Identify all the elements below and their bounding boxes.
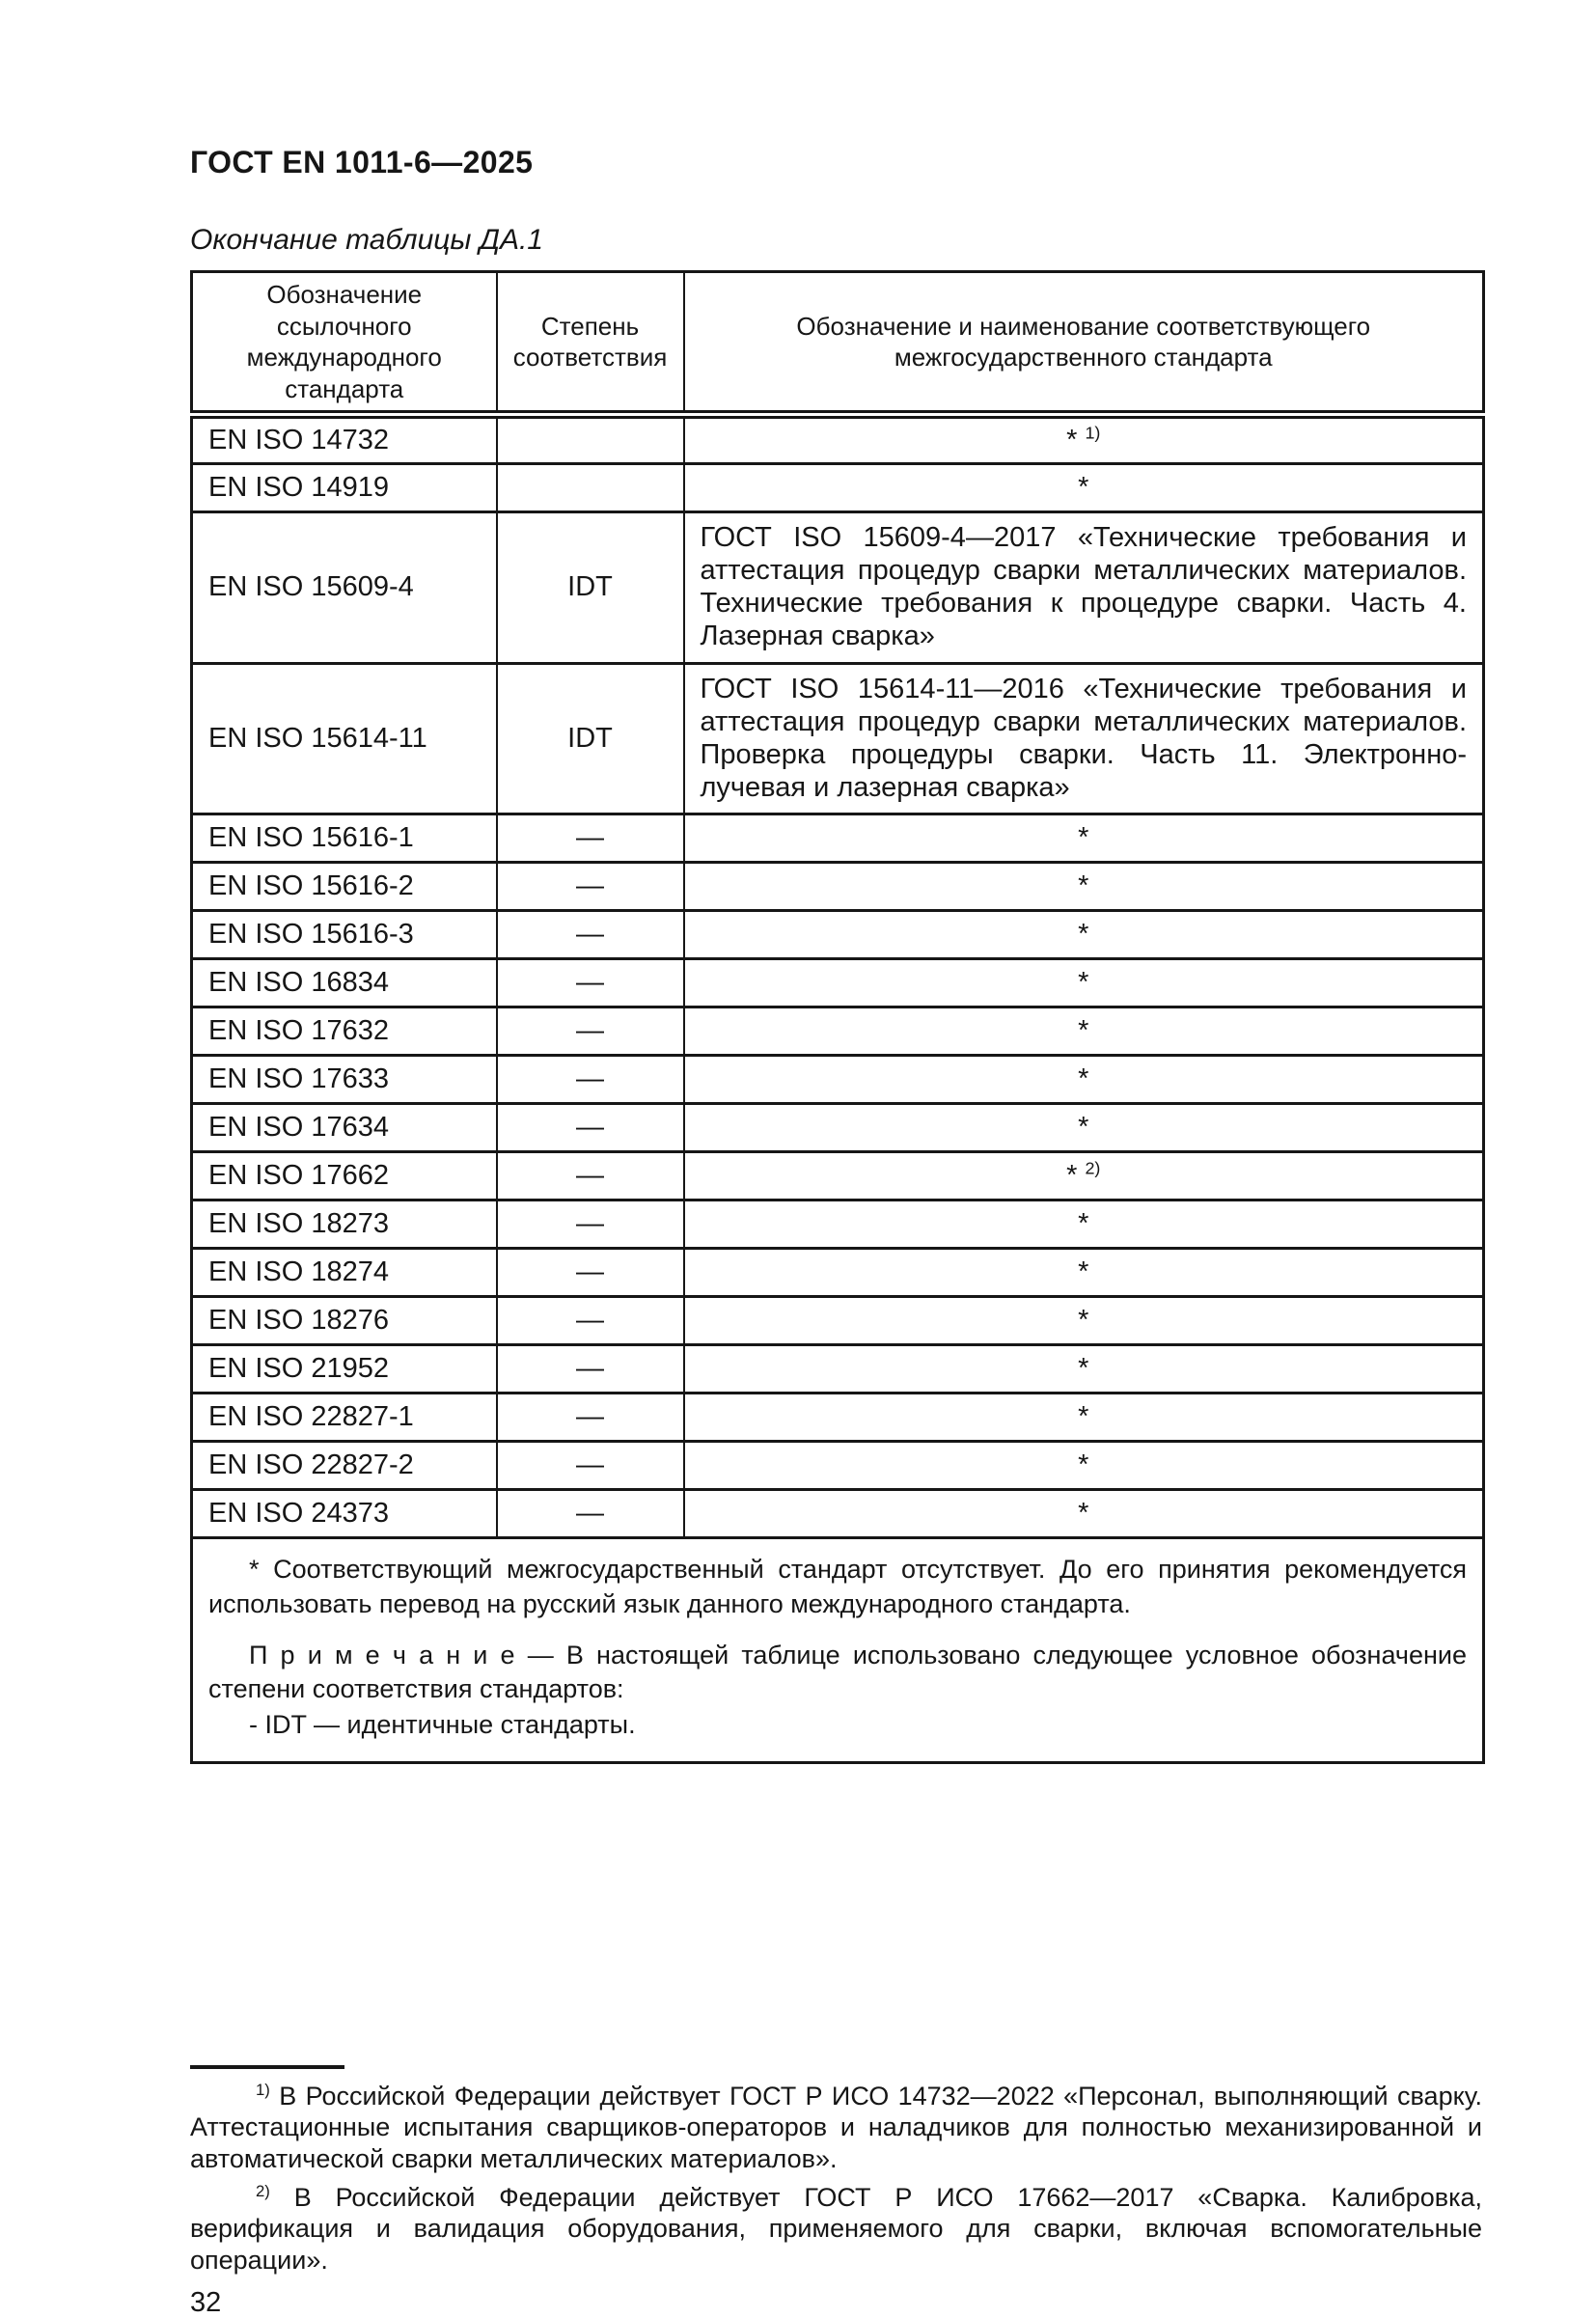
star-footnote: * Соответствующий межгосударственный стандарт отсутствует. До его принятия рекомендуется использовать перевод на русский язык данного международного стандарта. [208, 1555, 1467, 1618]
note-label: П р и м е ч а н и е [249, 1640, 515, 1670]
cell-degree: — [497, 911, 684, 959]
cell-reference-standard: EN ISO 18276 [192, 1297, 497, 1345]
cell-reference-standard: EN ISO 21952 [192, 1345, 497, 1394]
cell-interstate-standard: * [684, 464, 1484, 512]
cell-reference-standard: EN ISO 15616-1 [192, 814, 497, 863]
table-footnote-row [192, 1538, 1484, 1762]
table-row [192, 1249, 1484, 1297]
cell-degree: — [497, 1200, 684, 1249]
cell-degree: — [497, 1152, 684, 1200]
footnote-2 [190, 2182, 1482, 2276]
table-row [192, 911, 1484, 959]
footnote-1-text: В Российской Федерации действует ГОСТ Р ИСО 14732—2022 «Персонал, выполняющий сварку. Аттестационные испытания сварщиков-операторов и наладчиков для полностью механизированной и автоматической сварки металлических материалов». [190, 2081, 1482, 2173]
column-header-interstate-standard: Обозначение и наименование соответствующего межгосударственного стандарта [684, 272, 1484, 415]
table-note [208, 1639, 1467, 1706]
footnote-1-marker: 1) [256, 2080, 270, 2099]
cell-reference-standard: EN ISO 17634 [192, 1104, 497, 1152]
cell-interstate-standard: * [684, 1442, 1484, 1490]
footnote-1 [190, 2081, 1482, 2174]
cell-interstate-standard: * [684, 1200, 1484, 1249]
cell-interstate-standard: * $^{2)}$ [684, 1152, 1484, 1200]
cell-reference-standard: EN ISO 22827-2 [192, 1442, 497, 1490]
table-row [192, 512, 1484, 664]
cell-interstate-standard: * [684, 1104, 1484, 1152]
table-row [192, 814, 1484, 863]
cell-reference-standard: EN ISO 24373 [192, 1490, 497, 1538]
cell-interstate-standard: * [684, 1007, 1484, 1056]
cell-reference-standard: EN ISO 18274 [192, 1249, 497, 1297]
doc-header: ГОСТ EN 1011-6—2025 [190, 145, 534, 179]
table-footnote-block [192, 1538, 1484, 1762]
cell-reference-standard: EN ISO 15614-11 [192, 663, 497, 814]
cell-interstate-standard: * [684, 1345, 1484, 1394]
cell-interstate-standard: * [684, 1490, 1484, 1538]
table-row [192, 1056, 1484, 1104]
table-row [192, 415, 1484, 464]
cell-degree: — [497, 1490, 684, 1538]
standards-correspondence-table [190, 270, 1485, 1764]
table-footnote-cell [192, 1538, 1484, 1762]
table-header [192, 272, 1484, 415]
cell-reference-standard: EN ISO 14732 [192, 415, 497, 464]
cell-degree: — [497, 1297, 684, 1345]
cell-reference-standard: EN ISO 15616-3 [192, 911, 497, 959]
cell-interstate-standard: * [684, 959, 1484, 1007]
table-caption: Окончание таблицы ДА.1 [190, 224, 543, 256]
footnote-2-marker: 2) [256, 2182, 270, 2201]
cell-degree: — [497, 1056, 684, 1104]
column-header-degree: Степень соответствия [497, 272, 684, 415]
cell-interstate-standard: * [684, 1297, 1484, 1345]
cell-reference-standard: EN ISO 22827-1 [192, 1394, 497, 1442]
cell-degree: — [497, 1442, 684, 1490]
cell-degree: — [497, 814, 684, 863]
table-row [192, 1007, 1484, 1056]
table-row [192, 1297, 1484, 1345]
table-row [192, 1104, 1484, 1152]
cell-degree: — [497, 1104, 684, 1152]
footnote-2-text: В Российской Федерации действует ГОСТ Р ИСО 17662—2017 «Сварка. Калибровка, верификация и валидация оборудования, применяемого для сварки, включая вспомогательные операции». [190, 2183, 1482, 2275]
cell-reference-standard: EN ISO 17633 [192, 1056, 497, 1104]
table-row [192, 1200, 1484, 1249]
cell-degree: — [497, 1249, 684, 1297]
cell-interstate-standard: * [684, 911, 1484, 959]
table-row [192, 1394, 1484, 1442]
cell-interstate-standard: * [684, 1249, 1484, 1297]
table-row [192, 1152, 1484, 1200]
cell-interstate-standard: * [684, 863, 1484, 911]
cell-footnote-marker: 2) [1085, 1158, 1101, 1178]
table-row [192, 1442, 1484, 1490]
note-item-idt: - IDT — идентичные стандарты. [249, 1709, 636, 1739]
cell-reference-standard: EN ISO 18273 [192, 1200, 497, 1249]
cell-interstate-standard: ГОСТ ISO 15609-4—2017 «Технические требования и аттестация процедур сварки металлических материалов. Технические требования к процедуре сварки. Часть 4. Лазерная сварка» [684, 512, 1484, 664]
table-body [192, 415, 1484, 1538]
table-row [192, 1490, 1484, 1538]
footnote-separator-rule [190, 2065, 344, 2069]
table-row [192, 959, 1484, 1007]
cell-reference-standard: EN ISO 16834 [192, 959, 497, 1007]
cell-degree [497, 464, 684, 512]
cell-degree: — [497, 1007, 684, 1056]
cell-reference-standard: EN ISO 15616-2 [192, 863, 497, 911]
cell-degree: IDT [497, 663, 684, 814]
cell-reference-standard: EN ISO 17632 [192, 1007, 497, 1056]
cell-reference-standard: EN ISO 14919 [192, 464, 497, 512]
table-row [192, 663, 1484, 814]
note-text: — В настоящей таблице использовано следующее условное обозначение степени соответствия стандартов: [208, 1640, 1467, 1703]
cell-degree [497, 415, 684, 464]
cell-degree: — [497, 1345, 684, 1394]
cell-degree: — [497, 863, 684, 911]
cell-interstate-standard: * [684, 814, 1484, 863]
cell-reference-standard: EN ISO 15609-4 [192, 512, 497, 664]
cell-degree: — [497, 959, 684, 1007]
page-number: 32 [190, 2287, 222, 2318]
cell-degree: IDT [497, 512, 684, 664]
table-header-row [192, 272, 1484, 415]
column-header-reference-standard: Обозначение ссылочного международного стандарта [192, 272, 497, 415]
cell-interstate-standard: * [684, 1394, 1484, 1442]
cell-degree: — [497, 1394, 684, 1442]
cell-footnote-marker: 1) [1085, 423, 1101, 443]
cell-interstate-standard: * [684, 1056, 1484, 1104]
cell-interstate-standard: ГОСТ ISO 15614-11—2016 «Технические требования и аттестация процедур сварки металлических материалов. Проверка процедуры сварки. Часть 11. Электронно-лучевая и лазерная сварка» [684, 663, 1484, 814]
table-row [192, 1345, 1484, 1394]
cell-interstate-standard: * $^{1)}$ [684, 415, 1484, 464]
page-footnotes [190, 2081, 1482, 2276]
table-row [192, 464, 1484, 512]
table-row [192, 863, 1484, 911]
cell-reference-standard: EN ISO 17662 [192, 1152, 497, 1200]
